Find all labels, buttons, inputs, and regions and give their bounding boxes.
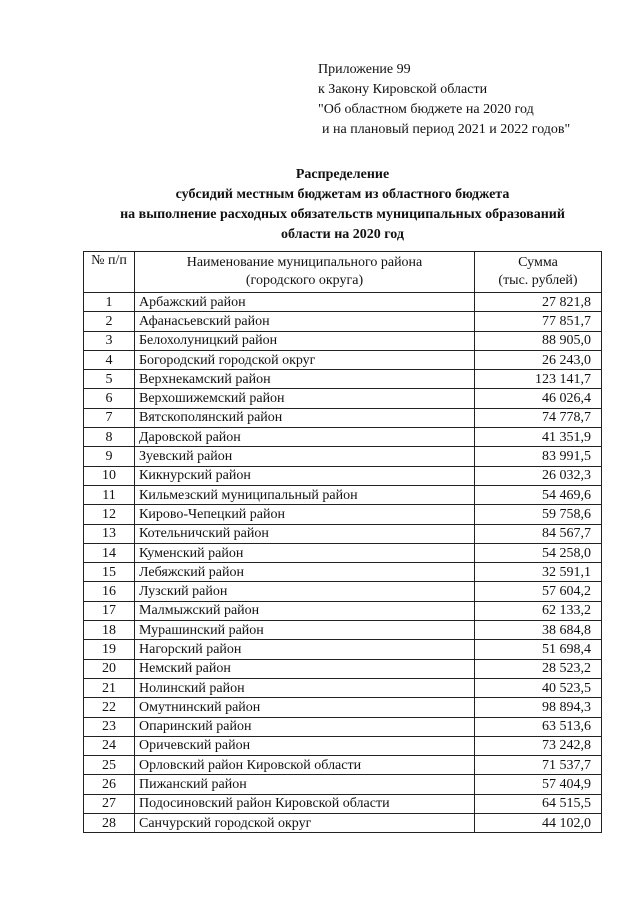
appendix-line: к Закону Кировской области	[318, 82, 488, 97]
row-sum: 64 515,5	[475, 794, 602, 813]
table-row	[84, 428, 602, 447]
row-number: 7	[84, 408, 135, 427]
table-row	[84, 350, 602, 369]
appendix-line: и на плановый период 2021 и 2022 годов"	[322, 122, 571, 137]
header-name	[135, 252, 475, 293]
row-name: Нагорский район	[135, 640, 475, 659]
row-number: 24	[84, 736, 135, 755]
table-row	[84, 621, 602, 640]
document-title	[0, 165, 640, 245]
row-number: 17	[84, 601, 135, 620]
table-row	[84, 640, 602, 659]
table-row	[84, 659, 602, 678]
row-sum: 77 851,7	[475, 312, 602, 331]
row-number: 26	[84, 775, 135, 794]
row-number: 15	[84, 563, 135, 582]
table-row	[84, 678, 602, 697]
row-name: Мурашинский район	[135, 621, 475, 640]
row-number: 27	[84, 794, 135, 813]
row-sum: 57 404,9	[475, 775, 602, 794]
title-line: Распределение	[295, 167, 390, 182]
row-sum: 27 821,8	[475, 293, 602, 312]
row-sum: 57 604,2	[475, 582, 602, 601]
table-row	[84, 794, 602, 813]
table-row	[84, 505, 602, 524]
table-row	[84, 370, 602, 389]
table-row	[84, 543, 602, 562]
row-sum: 44 102,0	[475, 814, 602, 833]
row-sum: 41 351,9	[475, 428, 602, 447]
row-number: 20	[84, 659, 135, 678]
row-name: Малмыжский район	[135, 601, 475, 620]
table-row	[84, 814, 602, 833]
row-sum: 38 684,8	[475, 621, 602, 640]
row-sum: 98 894,3	[475, 698, 602, 717]
row-number: 2	[84, 312, 135, 331]
header-num: № п/п	[84, 252, 135, 293]
row-number: 8	[84, 428, 135, 447]
row-name: Кикнурский район	[135, 466, 475, 485]
row-sum: 62 133,2	[475, 601, 602, 620]
row-name: Котельничский район	[135, 524, 475, 543]
row-sum: 51 698,4	[475, 640, 602, 659]
table-row	[84, 601, 602, 620]
row-sum: 40 523,5	[475, 678, 602, 697]
row-sum: 73 242,8	[475, 736, 602, 755]
table-row	[84, 717, 602, 736]
table-row	[84, 775, 602, 794]
table-body	[84, 293, 602, 833]
row-sum: 59 758,6	[475, 505, 602, 524]
row-name: Куменский район	[135, 543, 475, 562]
title-line: области на 2020 год	[281, 227, 404, 242]
table-row	[84, 312, 602, 331]
row-number: 5	[84, 370, 135, 389]
table-row	[84, 331, 602, 350]
row-name: Белохолуницкий район	[135, 331, 475, 350]
row-name: Опаринский район	[135, 717, 475, 736]
row-number: 25	[84, 756, 135, 775]
row-number: 6	[84, 389, 135, 408]
row-number: 21	[84, 678, 135, 697]
row-sum: 123 141,7	[475, 370, 602, 389]
row-name: Немский район	[135, 659, 475, 678]
row-number: 28	[84, 814, 135, 833]
row-name: Кильмезский муниципальный район	[135, 485, 475, 504]
row-name: Орловский район Кировской области	[135, 756, 475, 775]
row-name: Вятскополянский район	[135, 408, 475, 427]
row-sum: 54 258,0	[475, 543, 602, 562]
row-name: Пижанский район	[135, 775, 475, 794]
table-row	[84, 466, 602, 485]
table-row	[84, 698, 602, 717]
table-row	[84, 447, 602, 466]
row-name: Верхнекамский район	[135, 370, 475, 389]
table-row	[84, 582, 602, 601]
table-row	[84, 485, 602, 504]
table-row	[84, 389, 602, 408]
table-row	[84, 524, 602, 543]
row-number: 3	[84, 331, 135, 350]
row-name: Даровской район	[135, 428, 475, 447]
title-line: субсидий местным бюджетам из областного бюджета	[175, 187, 510, 202]
row-sum: 88 905,0	[475, 331, 602, 350]
row-name: Оричевский район	[135, 736, 475, 755]
header-name-line2: (городского округа)	[245, 273, 364, 288]
row-number: 9	[84, 447, 135, 466]
header-name-line1: Наименование муниципального района	[186, 255, 423, 270]
header-sum-line1: Сумма	[518, 255, 558, 270]
appendix-line: "Об областном бюджете на 2020 год	[318, 102, 534, 117]
row-name: Богородский городской округ	[135, 350, 475, 369]
row-name: Нолинский район	[135, 678, 475, 697]
row-number: 22	[84, 698, 135, 717]
row-number: 12	[84, 505, 135, 524]
row-name: Подосиновский район Кировской области	[135, 794, 475, 813]
subsidy-table	[83, 251, 602, 833]
row-number: 11	[84, 485, 135, 504]
row-name: Санчурский городской округ	[135, 814, 475, 833]
appendix-line: Приложение 99	[318, 62, 411, 77]
row-sum: 28 523,2	[475, 659, 602, 678]
row-sum: 71 537,7	[475, 756, 602, 775]
row-sum: 83 991,5	[475, 447, 602, 466]
row-name: Лузский район	[135, 582, 475, 601]
table-header-row	[84, 252, 602, 293]
row-sum: 46 026,4	[475, 389, 602, 408]
row-sum: 84 567,7	[475, 524, 602, 543]
row-name: Арбажский район	[135, 293, 475, 312]
row-name: Омутнинский район	[135, 698, 475, 717]
row-sum: 32 591,1	[475, 563, 602, 582]
row-sum: 74 778,7	[475, 408, 602, 427]
row-sum: 63 513,6	[475, 717, 602, 736]
row-name: Зуевский район	[135, 447, 475, 466]
row-number: 10	[84, 466, 135, 485]
row-name: Лебяжский район	[135, 563, 475, 582]
table-row	[84, 563, 602, 582]
row-number: 23	[84, 717, 135, 736]
title-line: на выполнение расходных обязательств муниципальных образований	[120, 207, 565, 222]
row-sum: 54 469,6	[475, 485, 602, 504]
row-name: Верхошижемский район	[135, 389, 475, 408]
row-name: Афанасьевский район	[135, 312, 475, 331]
appendix-header	[318, 60, 570, 140]
row-number: 14	[84, 543, 135, 562]
row-number: 4	[84, 350, 135, 369]
row-sum: 26 032,3	[475, 466, 602, 485]
header-sum-line2: (тыс. рублей)	[498, 273, 578, 288]
table-row	[84, 293, 602, 312]
table-row	[84, 408, 602, 427]
row-number: 19	[84, 640, 135, 659]
row-number: 1	[84, 293, 135, 312]
row-number: 16	[84, 582, 135, 601]
row-sum: 26 243,0	[475, 350, 602, 369]
row-number: 13	[84, 524, 135, 543]
row-number: 18	[84, 621, 135, 640]
table-row	[84, 736, 602, 755]
row-name: Кирово-Чепецкий район	[135, 505, 475, 524]
header-sum	[475, 252, 602, 293]
table-row	[84, 756, 602, 775]
